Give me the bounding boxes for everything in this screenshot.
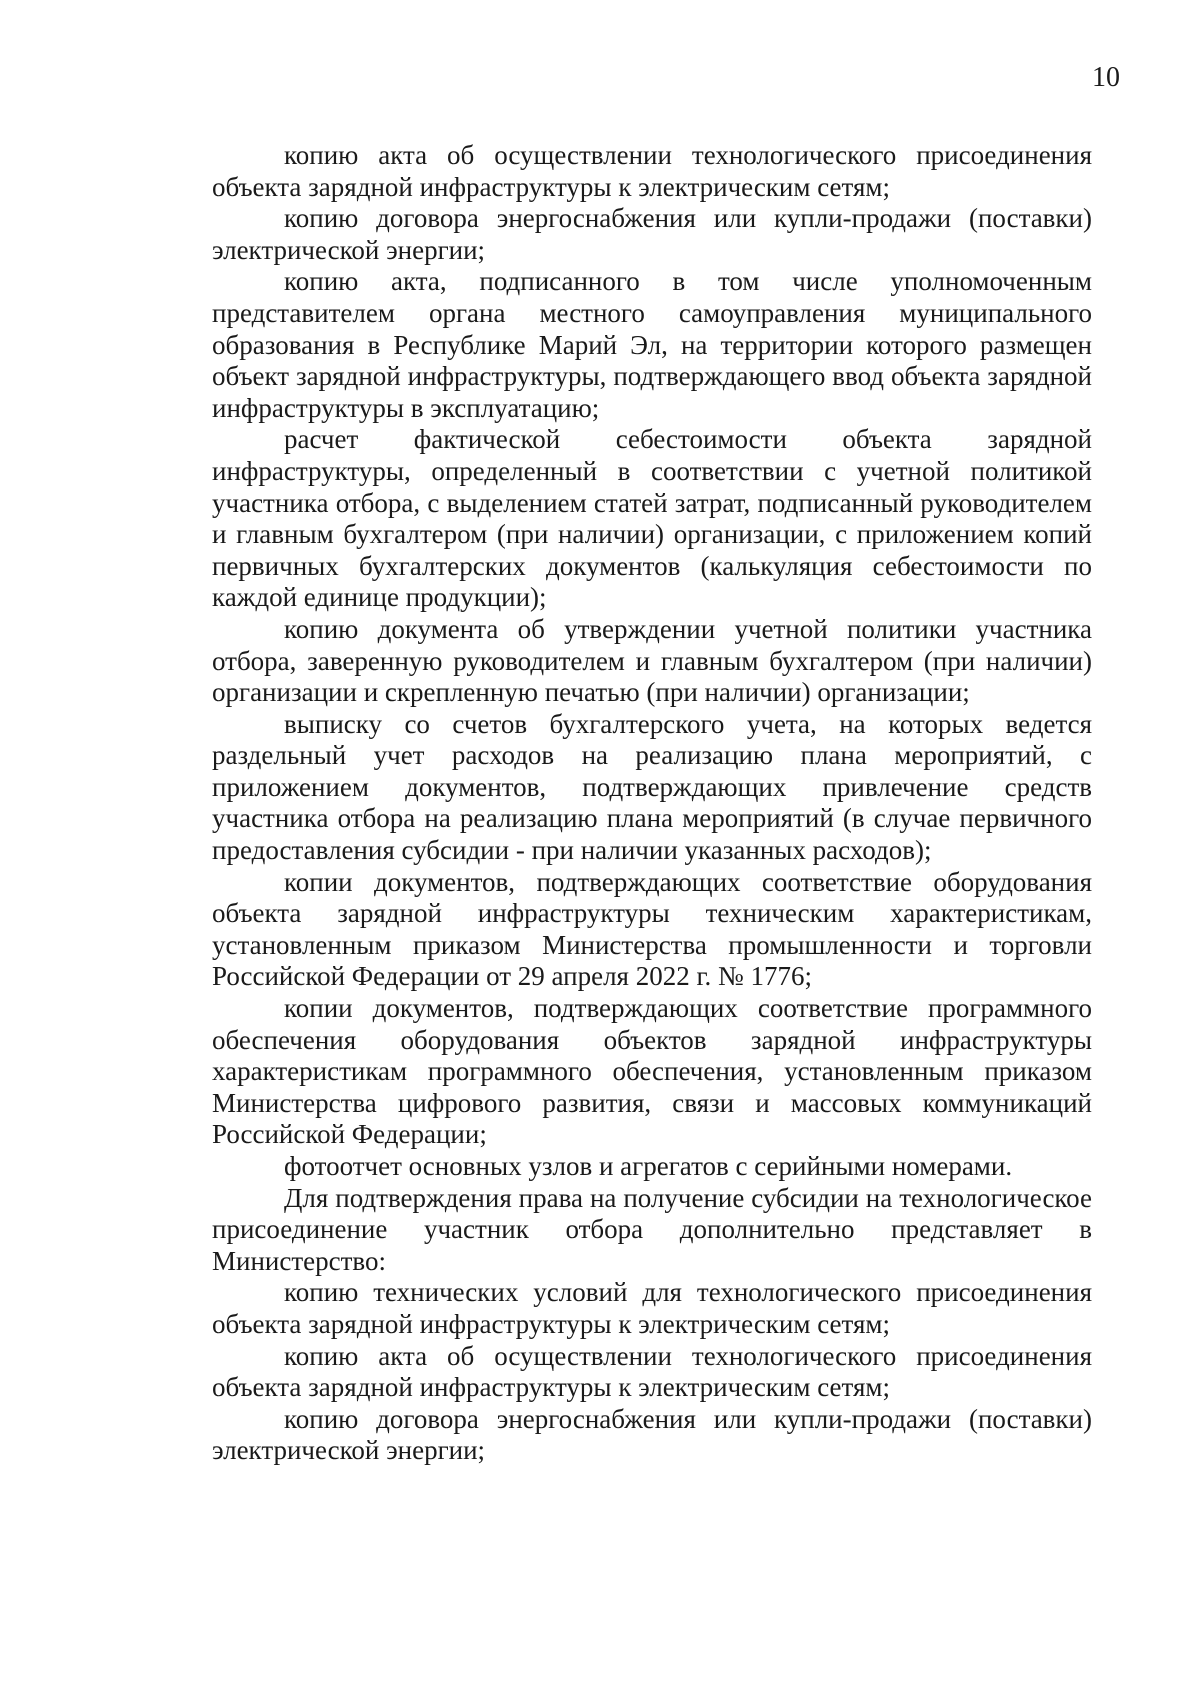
paragraph: копию акта, подписанного в том числе уполномоченным представителем органа местного самоуправления муниципального образования в Республике Марий Эл, на территории которого размещен объект зарядной инфраструктуры, подтверждающего ввод объекта зарядной инфраструктуры в эксплуатацию;	[212, 266, 1092, 423]
paragraph: копию акта об осуществлении технологического присоединения объекта зарядной инфраструктуры к электрическим сетям;	[212, 140, 1092, 202]
paragraph: выписку со счетов бухгалтерского учета, на которых ведется раздельный учет расходов на реализацию плана мероприятий, с приложением документов, подтверждающих привлечение средств участника отбора на реализацию плана мероприятий (в случае первичного предоставления субсидии - при наличии указанных расходов);	[212, 708, 1092, 866]
paragraph: копию документа об утверждении учетной политики участника отбора, заверенную руководителем и главным бухгалтером (при наличии) организации и скрепленную печатью (при наличии) организации;	[212, 613, 1092, 708]
paragraph: копию договора энергоснабжения или купли-продажи (поставки) электрической энергии;	[212, 1403, 1092, 1466]
paragraph: расчет фактической себестоимости объекта зарядной инфраструктуры, определенный в соответствии с учетной политикой участника отбора, с выделением статей затрат, подписанный руководителем и главным бухгалтером (при наличии) организации, с приложением копий первичных бухгалтерских документов (калькуляция себестоимости по каждой единице продукции);	[212, 424, 1092, 613]
paragraph: Для подтверждения права на получение субсидии на технологическое присоединение участник отбора дополнительно представляет в Министерство:	[212, 1182, 1092, 1276]
document-body	[212, 140, 1092, 1467]
page-number: 10	[1092, 62, 1120, 93]
paragraph: копии документов, подтверждающих соответствие программного обеспечения оборудования объектов зарядной инфраструктуры характеристикам программного обеспечения, установленным приказом Министерства цифрового развития, связи и массовых коммуникаций Российской Федерации;	[212, 993, 1092, 1150]
paragraph: копию технических условий для технологического присоединения объекта зарядной инфраструктуры к электрическим сетям;	[212, 1277, 1092, 1339]
paragraph: копию договора энергоснабжения или купли-продажи (поставки) электрической энергии;	[212, 203, 1092, 265]
paragraph: копию акта об осуществлении технологического присоединения объекта зарядной инфраструктуры к электрическим сетям;	[212, 1340, 1092, 1403]
paragraph: фотоотчет основных узлов и агрегатов с серийными номерами.	[284, 1151, 1013, 1181]
paragraph: копии документов, подтверждающих соответствие оборудования объекта зарядной инфраструктуры техническим характеристикам, установленным приказом Министерства промышленности и торговли Российской Федерации от 29 апреля 2022 г. № 1776;	[212, 866, 1092, 992]
